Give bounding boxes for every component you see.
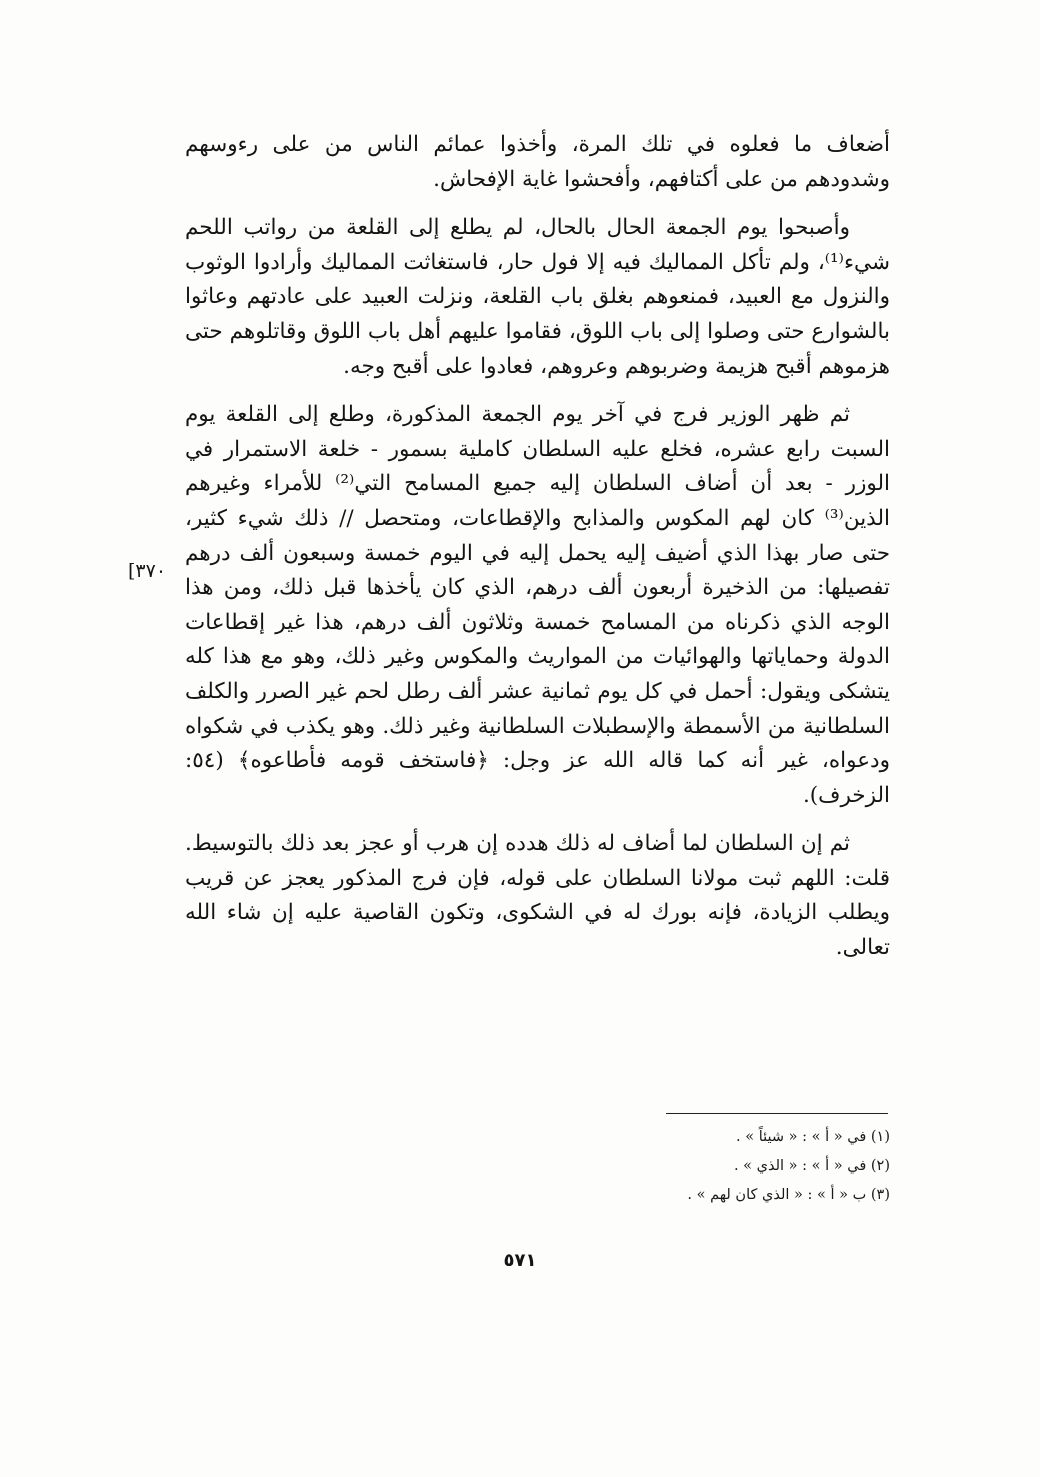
footnote-divider xyxy=(666,1113,888,1114)
manuscript-folio-marker: [٣٧٠ xyxy=(128,560,167,582)
paragraph-1: أضعاف ما فعلوه في تلك المرة، وأخذوا عمائم الناس من على رءوسهم وشدودهم من على أكتافهم، وأفحشوا غاية الإفحاش. xyxy=(185,132,890,192)
footnotes xyxy=(560,1123,890,1210)
footnote-1: (١) في « أ » : « شيئاً » . xyxy=(736,1129,890,1145)
paragraph-2: وأصبحوا يوم الجمعة الحال بالحال، لم يطلع إلى القلعة من رواتب اللحم شيء⁽¹⁾، ولم تأكل المماليك فيه إلا فول حار، فاستغاثت المماليك وأرادوا الوثوب والنزول مع العبيد، فمنعوهم بغلق باب القلعة، ونزلت العبيد على عادتهم وعاثوا بالشوارع حتى وصلوا إلى باب اللوق، فقاموا عليهم أهل باب اللوق وقاتلوهم حتى هزموهم أقبح هزيمة وضربوهم وعروهم، فعادوا على أقبح وجه. xyxy=(185,215,890,379)
page-number: ٥٧١ xyxy=(503,1250,537,1271)
main-text-block xyxy=(185,128,890,980)
paragraph-3: ثم ظهر الوزير فرج في آخر يوم الجمعة المذكورة، وطلع إلى القلعة يوم السبت رابع عشره، فخلع عليه السلطان كاملية بسمور - خلعة الاستمرار في الوزر - بعد أن أضاف السلطان إليه جميع المسامح التي⁽²⁾ للأمراء وغيرهم الذين⁽³⁾ كان لهم المكوس والمذابح والإقطاعات، ومتحصل // ذلك شيء كثير، حتى صار بهذا الذي أضيف إليه يحمل إليه في اليوم خمسة وسبعون ألف درهم تفصيلها: من الذخيرة أربعون ألف درهم، الذي كان يأخذها قبل ذلك، ومن هذا الوجه الذي ذكرناه من المسامح خمسة وثلاثون ألف درهم، هذا غير إقطاعات الدولة وحماياتها والهوائيات من المواريث والمكوس وغير ذلك، وهو مع هذا كله يتشكى ويقول: أحمل في كل يوم ثمانية عشر ألف رطل لحم غير الصرر والكلف السلطانية من الأسمطة والإسطبلات السلطانية وغير ذلك. وهو يكذب في شكواه ودعواه، غير أنه كما قاله الله عز وجل: ﴿فاستخف قومه فأطاعوه﴾ (٥٤: الزخرف). xyxy=(185,402,890,808)
footnote-2: (٢) في « أ » : « الذي » . xyxy=(733,1158,890,1174)
footnote-3: (٣) ب « أ » : « الذي كان لهم » . xyxy=(687,1187,890,1203)
paragraph-4: ثم إن السلطان لما أضاف له ذلك هدده إن هرب أو عجز بعد ذلك بالتوسيط. قلت: اللهم ثبت مولانا السلطان على قوله، فإن فرج المذكور يعجز عن قريب ويطلب الزيادة، فإنه بورك له في الشكوى، وتكون القاصية عليه إن شاء الله تعالى. xyxy=(185,831,890,961)
